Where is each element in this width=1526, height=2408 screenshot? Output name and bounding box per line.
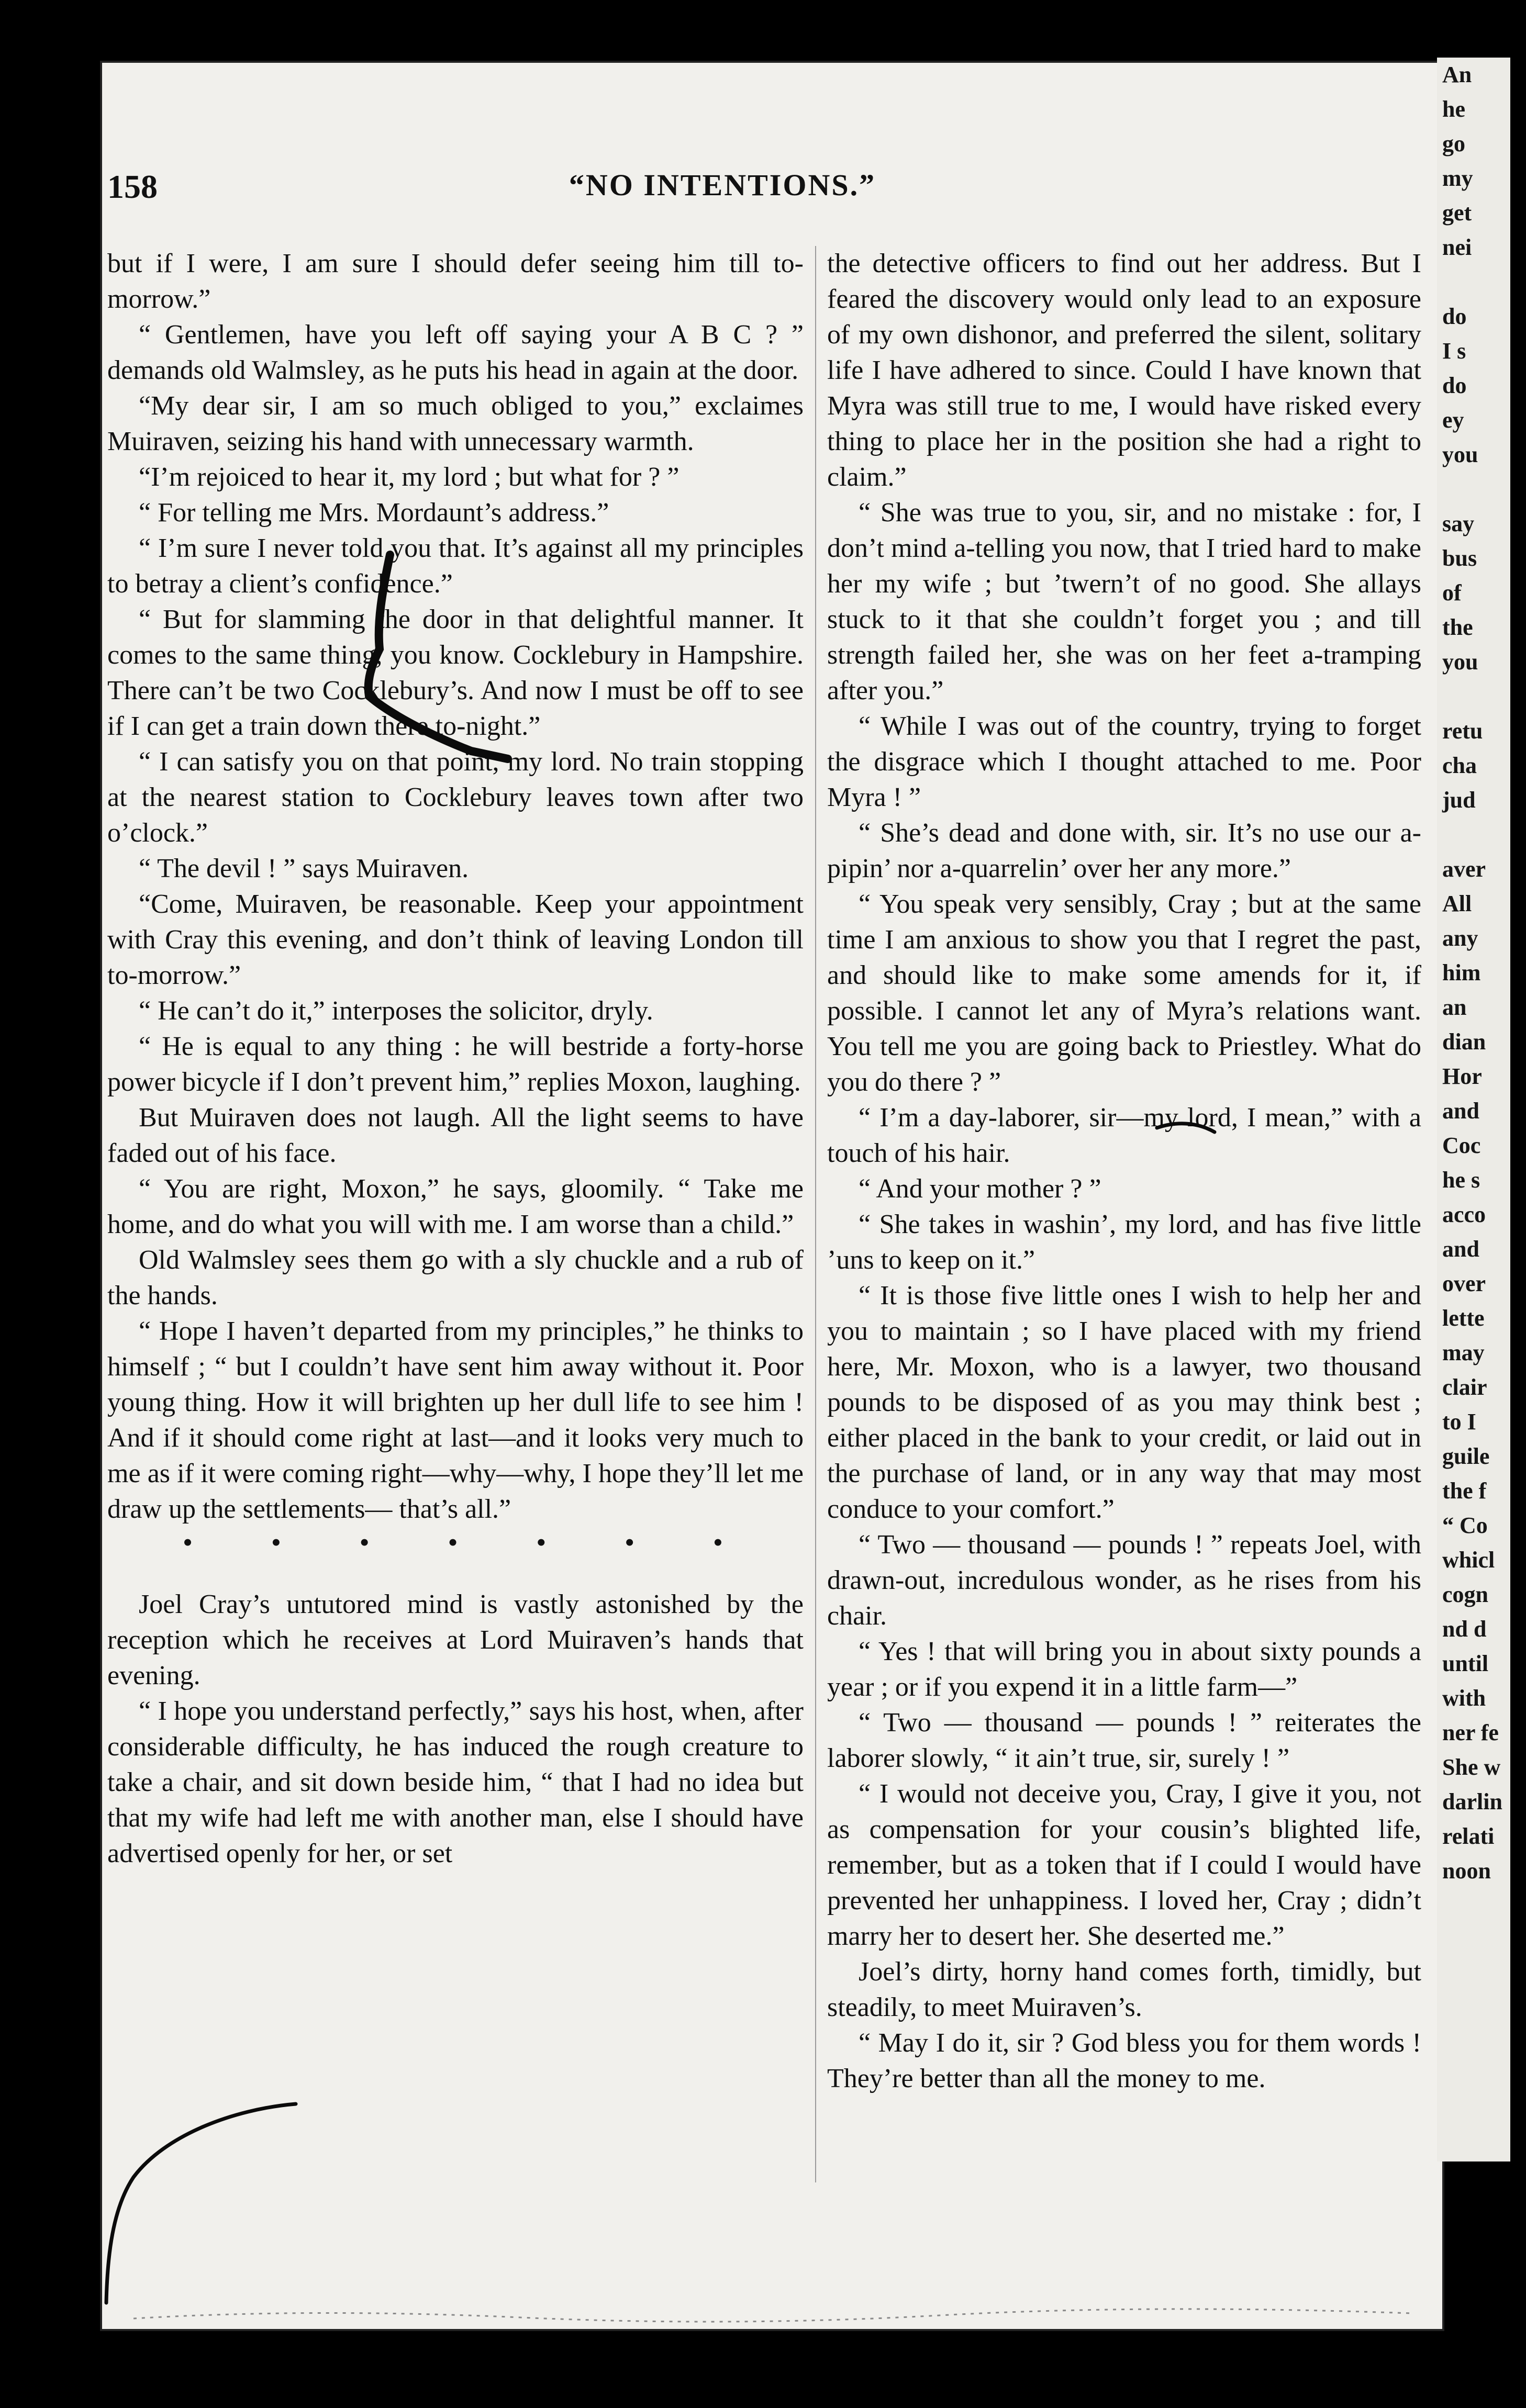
- paragraph: Joel Cray’s untutored mind is vastly astonished by the reception which he receives at Lord Muiraven’s hands that evening.: [107, 1589, 804, 1690]
- left-column: [107, 246, 804, 1872]
- adjacent-page-fragment: to I: [1442, 1409, 1476, 1435]
- paragraph: but if I were, I am sure I should defer seeing him till to-morrow.”: [107, 249, 804, 314]
- adjacent-page-fragment: acco: [1442, 1202, 1486, 1227]
- adjacent-page-fragment: nd d: [1442, 1616, 1487, 1642]
- adjacent-page-fragment: ey: [1442, 407, 1464, 433]
- paragraph: “ She takes in washin’, my lord, and has five little ’uns to keep on it.”: [827, 1209, 1421, 1275]
- adjacent-page-fragment: whicl: [1442, 1547, 1495, 1573]
- paragraph: “ He is equal to any thing : he will bestride a forty-horse power bicycle if I don’t prevent him,” replies Moxon, laughing.: [107, 1032, 804, 1097]
- adjacent-page-fragment: do: [1442, 373, 1467, 398]
- paragraph: “Come, Muiraven, be reasonable. Keep your appointment with Cray this evening, and don’t think of leaving London till to-morrow.”: [107, 889, 804, 990]
- paragraph: Joel’s dirty, horny hand comes forth, timidly, but steadily, to meet Muiraven’s.: [827, 1957, 1421, 2022]
- adjacent-page-fragment: nei: [1442, 234, 1472, 260]
- right-column: [827, 246, 1421, 2097]
- paragraph: the detective officers to find out her address. But I feared the discovery would only lead to an exposure of my own dishonor, and preferred the silent, solitary life I have adhered to since. Could I have known that Myra was still true to me, I would have risked every thing to place her in the position she had a right to claim.”: [827, 249, 1421, 492]
- adjacent-page-fragment: cha: [1442, 753, 1477, 778]
- paragraph: “ The devil ! ” says Muiraven.: [139, 854, 469, 883]
- running-header: [107, 167, 1338, 209]
- adjacent-page-fragment: any: [1442, 925, 1478, 951]
- paragraph: “ She’s dead and done with, sir. It’s no use our a-pipin’ nor a-quarrelin’ over her any more.”: [827, 818, 1421, 883]
- section-break: • • • • • • •: [183, 1529, 759, 1556]
- adjacent-page-fragment: of: [1442, 580, 1462, 606]
- paragraph: “I’m rejoiced to hear it, my lord ; but what for ? ”: [139, 462, 680, 492]
- paragraph: But Muiraven does not laugh. All the light seems to have faded out of his face.: [107, 1103, 804, 1168]
- adjacent-page-fragment: darlin: [1442, 1789, 1502, 1815]
- adjacent-page-fragment: Hor: [1442, 1063, 1482, 1089]
- adjacent-page-fragment: cogn: [1442, 1582, 1488, 1607]
- adjacent-page-fragment: you: [1442, 649, 1478, 675]
- running-title: “NO INTENTIONS.”: [569, 168, 876, 202]
- adjacent-page-fragment: bus: [1442, 545, 1477, 571]
- paragraph: “ Gentlemen, have you left off saying your A B C ? ” demands old Walmsley, as he puts his head in again at the door.: [107, 320, 804, 385]
- adjacent-page-fragment: aver: [1442, 856, 1486, 882]
- paragraph: “ While I was out of the country, trying to forget the disgrace which I thought attached to me. Poor Myra ! ”: [827, 711, 1421, 812]
- paragraph: “ Hope I haven’t departed from my principles,” he thinks to himself ; “ but I couldn’t have sent him away without it. Poor young thing. How it will brighten up her dull life to see him ! And if it should come right at last—and it looks very much to me as if it were coming right—why—why, I hope they’ll let me draw up the settlements— that’s all.”: [107, 1316, 804, 1524]
- adjacent-page-fragment: Coc: [1442, 1133, 1481, 1158]
- adjacent-page-fragment: he: [1442, 96, 1465, 122]
- column-divider: [815, 246, 816, 2182]
- paragraph: “ Yes ! that will bring you in about sixty pounds a year ; or if you expend it in a little farm—”: [827, 1637, 1421, 1702]
- adjacent-page-fragment: get: [1442, 200, 1472, 226]
- adjacent-page-fragment: say: [1442, 511, 1475, 536]
- page-number: 158: [107, 168, 158, 205]
- paragraph: “ Two — thousand — pounds ! ” reiterates the laborer slowly, “ it ain’t true, sir, surely ! ”: [827, 1708, 1421, 1773]
- adjacent-page-fragment: [1437, 817, 1510, 852]
- paragraph: “ I’m sure I never told you that. It’s against all my principles to betray a client’s confidence.”: [107, 533, 804, 599]
- paragraph: “ I would not deceive you, Cray, I give it you, not as compensation for your cousin’s blighted life, remember, but as a token that if I could I would have prevented her unhappiness. I loved her, Cray ; didn’t marry her to desert her. She deserted me.”: [827, 1779, 1421, 1951]
- adjacent-page-fragment: [1437, 265, 1510, 299]
- adjacent-page-fragment: with: [1442, 1685, 1486, 1711]
- paragraph: “ Two — thousand — pounds ! ” repeats Joel, with drawn-out, incredulous wonder, as he rises from his chair.: [827, 1530, 1421, 1631]
- adjacent-page-fragment: do: [1442, 304, 1467, 329]
- adjacent-page-fragment: over: [1442, 1271, 1486, 1296]
- paragraph: Old Walmsley sees them go with a sly chuckle and a rub of the hands.: [107, 1245, 804, 1311]
- paragraph: “ I hope you understand perfectly,” says his host, when, after considerable difficulty, he has induced the rough creature to take a chair, and sit down beside him, “ that I had no idea but that my wife had left me with another man, else I should have advertised openly for her, or set: [107, 1696, 804, 1868]
- paragraph: “ She was true to you, sir, and no mistake : for, I don’t mind a-telling you now, that I tried hard to make her my wife ; but ’twern’t of no good. She allays stuck to it that she couldn’t forget you ; and till strength failed her, she was on her feet a-tramping after you.”: [827, 498, 1421, 705]
- paragraph: “ I’m a day-laborer, sir—my lord, I mean,” with a touch of his hair.: [827, 1103, 1421, 1168]
- page-bottom-edge: [102, 2292, 1442, 2329]
- adjacent-page-fragment: you: [1442, 442, 1478, 467]
- adjacent-page-fragment: him: [1442, 960, 1481, 985]
- paragraph: “My dear sir, I am so much obliged to you,” exclaimes Muiraven, seizing his hand with unnecessary warmth.: [107, 391, 804, 456]
- adjacent-page-fragment: An: [1442, 62, 1472, 87]
- adjacent-page-fragment: clair: [1442, 1374, 1487, 1400]
- adjacent-page-fragment: and: [1442, 1098, 1479, 1124]
- paragraph: “ But for slamming the door in that delightful manner. It comes to the same thing, you know. Cocklebury in Hampshire. There can’t be two Cocklebury’s. And now I must be off to see if I can get a train down there to-night.”: [107, 604, 804, 741]
- paragraph: “ You are right, Moxon,” he says, gloomily. “ Take me home, and do what you will with me. I am worse than a child.”: [107, 1174, 804, 1239]
- adjacent-page-fragment: noon: [1442, 1858, 1491, 1884]
- adjacent-page-fragment: retu: [1442, 718, 1483, 744]
- paragraph: “ I can satisfy you on that point, my lord. No train stopping at the nearest station to Cocklebury leaves town after two o’clock.”: [107, 747, 804, 848]
- adjacent-page-fragment: jud: [1442, 787, 1476, 813]
- paragraph: “ May I do it, sir ? God bless you for them words ! They’re better than all the money to me.: [827, 2028, 1421, 2093]
- adjacent-page-fragment: and: [1442, 1236, 1479, 1262]
- adjacent-page-fragment: [1437, 679, 1510, 714]
- adjacent-page-strip: [1437, 58, 1510, 2161]
- paragraph: “ He can’t do it,” interposes the solicitor, dryly.: [139, 996, 653, 1026]
- adjacent-page-fragment: She w: [1442, 1754, 1501, 1780]
- adjacent-page-fragment: ner fe: [1442, 1720, 1499, 1745]
- adjacent-page-fragment: “ Co: [1442, 1513, 1488, 1538]
- adjacent-page-fragment: lette: [1442, 1305, 1485, 1331]
- adjacent-page-fragment: until: [1442, 1651, 1489, 1676]
- adjacent-page-fragment: may: [1442, 1340, 1485, 1365]
- adjacent-page-fragment: the: [1442, 614, 1473, 640]
- adjacent-page-fragment: relati: [1442, 1823, 1495, 1849]
- adjacent-page-fragment: an: [1442, 994, 1467, 1020]
- adjacent-page-fragment: guile: [1442, 1443, 1490, 1469]
- paragraph: “ It is those five little ones I wish to help her and you to maintain ; so I have placed with my friend here, Mr. Moxon, who is a lawyer, two thousand pounds to be disposed of as you may think best ; either placed in the bank to your credit, or laid out in the purchase of land, or in any way that may most conduce to your comfort.”: [827, 1281, 1421, 1524]
- adjacent-page-fragment: go: [1442, 131, 1465, 156]
- adjacent-page-fragment: he s: [1442, 1167, 1480, 1193]
- adjacent-page-fragment: dian: [1442, 1029, 1486, 1055]
- adjacent-page-fragment: my: [1442, 165, 1473, 191]
- adjacent-page-fragment: I s: [1442, 338, 1466, 364]
- paragraph: “ And your mother ? ”: [859, 1174, 1101, 1204]
- adjacent-page-fragment: the f: [1442, 1478, 1487, 1504]
- adjacent-page-fragment: [1437, 472, 1510, 507]
- adjacent-page-fragment: All: [1442, 891, 1472, 916]
- paragraph: “ For telling me Mrs. Mordaunt’s address.”: [139, 498, 609, 528]
- paragraph: “ You speak very sensibly, Cray ; but at the same time I am anxious to show you that I regret the past, and should like to make some amends for it, if possible. I cannot let any of Myra’s relations want. You tell me you are going back to Priestley. What do you do there ? ”: [827, 889, 1421, 1097]
